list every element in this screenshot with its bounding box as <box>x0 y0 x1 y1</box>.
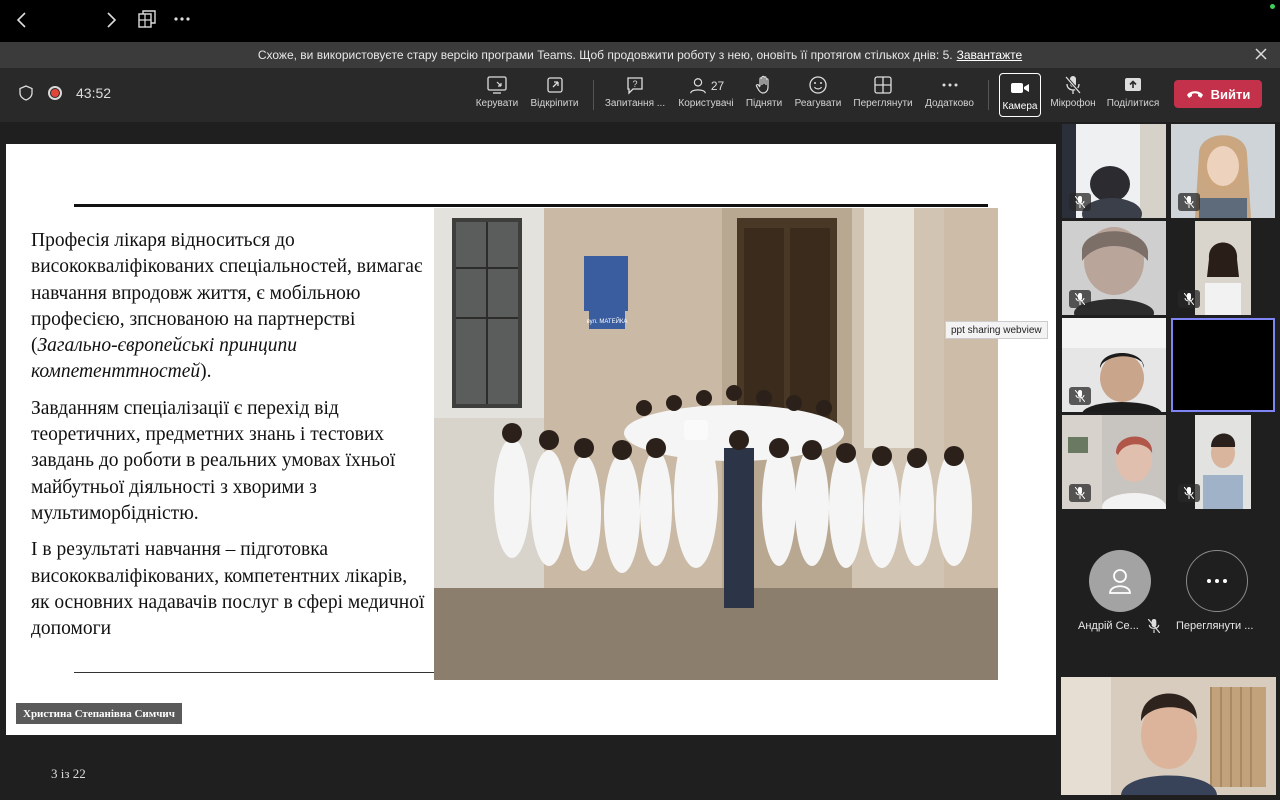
more-label: Додатково <box>925 98 974 109</box>
react-button[interactable] <box>793 74 843 118</box>
view-all-participants-button[interactable] <box>1186 550 1248 612</box>
mic-off-icon <box>1178 193 1200 211</box>
camera-label: Камера <box>1002 101 1038 112</box>
screen-share-icon <box>486 74 508 96</box>
presenter-caption: Христина Степанівна Симчич <box>16 703 182 724</box>
shared-content-area <box>0 122 1058 800</box>
sharing-tooltip: ppt sharing webview <box>945 321 1048 339</box>
slide-text <box>31 228 426 652</box>
share-label: Поділитися <box>1106 98 1160 109</box>
participants-label: Користувачі <box>678 98 734 109</box>
raise-hand-button[interactable] <box>745 74 783 118</box>
slide-paragraph-3: І в результаті навчання – підготовка висококваліфікованих, компетентних лікарів, як основних надавачів послуг в сфері медичної допомоги <box>31 539 425 640</box>
participant-video-tile[interactable] <box>1062 221 1166 315</box>
person-icon <box>1105 566 1135 596</box>
participant-avatar[interactable] <box>1089 550 1151 612</box>
street-sign: вул. МАТЕЙКА <box>586 319 628 325</box>
unpin-button[interactable] <box>528 74 581 118</box>
meeting-toolbar <box>0 68 1280 122</box>
slide-top-rule <box>74 204 988 207</box>
previous-slide-icon[interactable] <box>12 10 32 30</box>
slide-italic-phrase: Загально-європейські принципи компетенттностей <box>31 335 298 383</box>
shield-icon[interactable] <box>18 85 34 101</box>
meeting-timer: 43:52 <box>76 85 112 101</box>
participant-video-tile-active-speaker[interactable] <box>1171 318 1275 412</box>
slides-grid-icon[interactable] <box>137 9 157 29</box>
mic-off-icon <box>1178 484 1200 502</box>
react-label: Реагувати <box>794 98 842 109</box>
slide-bottom-rule <box>74 672 436 673</box>
update-banner <box>0 42 1280 68</box>
manage-button[interactable] <box>474 74 520 118</box>
unpin-label: Відкріпити <box>530 98 579 109</box>
more-button[interactable] <box>923 74 976 118</box>
recording-icon <box>48 86 62 100</box>
grid-icon <box>872 74 894 96</box>
hangup-icon <box>1186 89 1204 99</box>
slide-paragraph-1: Професія лікаря відноситься до висококваліфікованих спеціальностей, вимагає навчання впродовж життя, є мобільною професією, зпснованою на партнерстві (Загально-європейські принципи компетенттностей). <box>31 230 423 383</box>
raise-label: Підняти <box>745 98 783 109</box>
microphone-label: Мікрофон <box>1050 98 1096 109</box>
mic-off-icon <box>1069 193 1091 211</box>
participant-video-tile[interactable] <box>1171 124 1275 218</box>
slide-more-icon[interactable] <box>172 9 192 29</box>
questions-label: Запитання ... <box>604 98 666 109</box>
questions-button[interactable] <box>604 74 666 118</box>
slide-paragraph-2: Завданням спеціалізації є перехід від теоретичних, предметних знань і тестових завдань до роботи в реальних умовах їхньої майбутньої діяльності з хворими з мультиморбідністю. <box>31 397 396 524</box>
popout-icon <box>544 74 566 96</box>
mic-off-icon <box>1062 74 1084 96</box>
view-all-label: Переглянути ... <box>1176 620 1254 632</box>
hand-icon <box>753 74 775 96</box>
svg-text:?: ? <box>632 79 638 89</box>
close-icon[interactable] <box>1254 47 1268 61</box>
next-slide-icon[interactable] <box>101 10 121 30</box>
participant-video-tile[interactable] <box>1171 221 1275 315</box>
person-icon <box>688 76 708 96</box>
download-link[interactable]: Завантажте <box>956 48 1023 62</box>
view-button[interactable] <box>852 74 914 118</box>
view-label: Переглянути <box>853 98 913 109</box>
presentation-slide <box>6 144 1056 735</box>
mic-off-icon <box>1069 484 1091 502</box>
participant-video-tile[interactable] <box>1171 415 1275 509</box>
participant-video-tile[interactable] <box>1062 318 1166 412</box>
share-button[interactable] <box>1105 74 1161 118</box>
smiley-icon <box>807 74 829 96</box>
microphone-button[interactable] <box>1048 74 1098 118</box>
toolbar-divider <box>988 80 989 110</box>
window-top-bar <box>0 0 1280 42</box>
leave-button[interactable] <box>1174 80 1262 108</box>
toolbar-divider <box>593 80 594 110</box>
group-photo <box>434 208 998 680</box>
mic-off-icon <box>1178 290 1200 308</box>
mic-off-icon <box>1069 387 1091 405</box>
leave-label: Вийти <box>1210 86 1251 102</box>
mic-off-icon <box>1148 619 1160 633</box>
mic-off-icon <box>1069 290 1091 308</box>
participant-name: Андрій Се... <box>1078 620 1139 632</box>
banner-message: Схоже, ви використовуєте стару версію програми Teams. Щоб продовжити роботу з нею, оновіть її протягом стількох днів: 5. <box>257 48 953 62</box>
participant-video-tile[interactable] <box>1062 415 1166 509</box>
share-tray-icon <box>1122 74 1144 96</box>
video-camera-icon <box>1009 77 1031 99</box>
participants-button[interactable] <box>676 74 736 118</box>
participants-count: 27 <box>710 79 725 93</box>
more-icon <box>939 74 961 96</box>
camera-button[interactable] <box>999 73 1041 117</box>
question-bubble-icon <box>624 74 646 96</box>
slide-page-indicator: 3 із 22 <box>51 766 86 781</box>
self-video-preview[interactable] <box>1061 677 1276 795</box>
participant-video-tile[interactable] <box>1062 124 1166 218</box>
status-dot <box>1270 4 1275 9</box>
manage-label: Керувати <box>475 98 519 109</box>
more-icon <box>1205 578 1229 584</box>
